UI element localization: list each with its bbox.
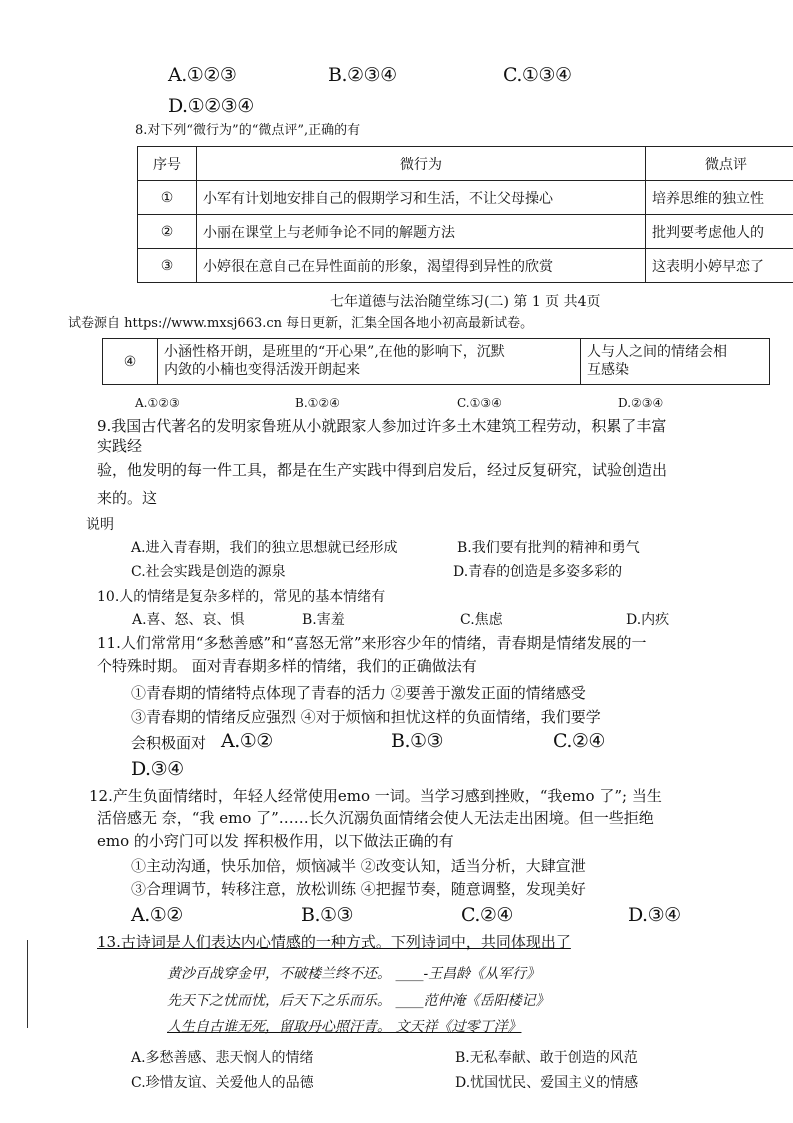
q11-statement2: ③青春期的情绪反应强烈 ④对于烦恼和担忧这样的负面情绪，我们要学 <box>131 708 601 726</box>
table-row <box>138 215 793 249</box>
q11-option-b: B.①③ <box>391 730 444 752</box>
source-line: 试卷源自 https://www.mxsj663.cn 每日更新，汇集全国各地小初高最新试卷。 <box>68 316 534 331</box>
row-act: 小军有计划地安排自己的假期学习和生活，不让父母操心 <box>197 181 646 215</box>
row-act-line2: 内敛的小楠也变得活泼开朗起来 <box>164 361 360 378</box>
q10-option-b: B.害羞 <box>302 612 345 628</box>
table-row <box>138 181 793 215</box>
q13-option-c: C.珍惜友谊、关爱他人的品德 <box>131 1075 314 1091</box>
q11-option-c: C.②④ <box>553 730 605 752</box>
header-act: 微行为 <box>197 147 646 181</box>
row-comment: 批判要考虑他人的 <box>646 215 793 249</box>
q13-poem1: 黄沙百战穿金甲，不破楼兰终不还。 ____-王昌龄《从军行》 <box>167 966 541 982</box>
q12-option-d: D.③④ <box>628 904 681 926</box>
q12-option-b: B.①③ <box>301 904 354 926</box>
q9-line3: 验，他发明的每一件工具，都是在生产实践中得到启发后，经过反复研究，试验创造出 <box>97 461 668 479</box>
q11-statement1: ①青春期的情绪特点体现了青春的活力 ②要善于激发正面的情绪感受 <box>131 684 586 702</box>
row-comment-line2: 互感染 <box>587 361 629 378</box>
q9-option-c: C.社会实践是创造的源泉 <box>131 564 286 580</box>
row-no: ③ <box>138 249 197 283</box>
q12-option-a: A.①② <box>131 904 183 926</box>
q12-line3: emo 的小窍门可以发 挥积极作用，以下做法正确的有 <box>97 832 454 850</box>
q12-option-c: C.②④ <box>461 904 513 926</box>
row-no: ④ <box>103 339 158 385</box>
row-act: 小婷很在意自己在异性面前的形象，渴望得到异性的欣赏 <box>197 249 646 283</box>
q11-statement3: 会积极面对 <box>131 734 207 752</box>
q10-option-c: C.焦虑 <box>460 612 503 628</box>
row-act-line1: 小涵性格开朗，是班里的“开心果”,在他的影响下，沉默 <box>164 344 505 360</box>
q7-option-d: D.①②③④ <box>168 95 254 117</box>
row-comment <box>581 339 770 385</box>
q11-option-d: D.③④ <box>131 758 184 780</box>
q9-line5: 说明 <box>86 517 114 533</box>
header-comment: 微点评 <box>646 147 793 181</box>
q9-line4: 来的。这 <box>97 489 158 507</box>
q11-option-a: A.①② <box>221 730 273 752</box>
row-no: ② <box>138 215 197 249</box>
q12-line1: 12.产生负面情绪时，年轻人经常使用emo 一词。当学习感到挫败，“我emo 了”; 当生 <box>89 787 662 805</box>
row-comment: 培养思维的独立性 <box>646 181 793 215</box>
row-no: ① <box>138 181 197 215</box>
q8-option-c: C.①③④ <box>457 396 502 410</box>
q13-option-a: A.多愁善感、悲天悯人的情绪 <box>131 1050 314 1066</box>
q10-option-a: A.喜、怒、哀、惧 <box>132 612 245 628</box>
q9-option-d: D.青春的创造是多姿多彩的 <box>453 564 623 580</box>
row-comment: 这表明小婷早恋了 <box>646 249 793 283</box>
q13-option-d: D.忧国忧民、爱国主义的情感 <box>455 1075 639 1091</box>
q7-option-c: C.①③④ <box>503 64 572 86</box>
q8-table <box>137 146 793 283</box>
q13-poem2: 先天下之忧而忧，后天下之乐而乐。 ____范仲淹《岳阳楼记》 <box>167 993 550 1009</box>
q8-option-d: D.②③④ <box>618 396 664 410</box>
header-no: 序号 <box>138 147 197 181</box>
q13-poem3: 人生自古谁无死，留取丹心照汗青。 文天祥《过零丁洋》 <box>167 1019 522 1035</box>
q8-table-continued <box>102 338 770 385</box>
table-row <box>103 339 770 385</box>
q10-stem: 10.人的情绪是复杂多样的，常见的基本情绪有 <box>97 589 386 605</box>
q7-option-b: B.②③④ <box>328 64 397 86</box>
q8-option-b: B.①②④ <box>295 396 340 410</box>
q11-line1: 11.人们常常用“多愁善感”和“喜怒无常”来形容少年的情绪，青春期是情绪发展的一 <box>97 634 647 652</box>
q11-line2: 个特殊时期。 面对青春期多样的情绪，我们的正确做法有 <box>97 657 477 675</box>
q13-option-b: B.无私奉献、敢于创造的风范 <box>455 1050 638 1066</box>
q8-option-a: A.①②③ <box>135 396 180 410</box>
q12-statement1: ①主动沟通，快乐加倍，烦恼减半 ②改变认知，适当分析，大肆宣泄 <box>131 857 586 875</box>
table-header-row <box>138 147 793 181</box>
q8-stem: 8.对下列“微行为”的“微点评”,正确的有 <box>135 123 361 138</box>
q9-option-a: A.进入青春期，我们的独立思想就已经形成 <box>131 540 398 556</box>
q9-line1: 9.我国古代著名的发明家鲁班从小就跟家人参加过许多土木建筑工程劳动，积累了丰富 <box>97 417 667 435</box>
margin-line <box>27 940 28 1028</box>
q12-line2: 活倍感无 奈，“我 emo 了”……长久沉溺负面情绪会使人无法走出困境。但一些拒绝 <box>97 809 654 827</box>
row-act <box>158 339 581 385</box>
table-row <box>138 249 793 283</box>
page-footer-title: 七年道德与法治随堂练习(二) 第 1 页 共4页 <box>330 294 601 310</box>
q9-line2: 实践经 <box>97 437 143 455</box>
q9-option-b: B.我们要有批判的精神和勇气 <box>457 540 640 556</box>
row-comment-line1: 人与人之间的情绪会相 <box>587 344 727 360</box>
q10-option-d: D.内疚 <box>626 612 670 628</box>
row-act: 小丽在课堂上与老师争论不同的解题方法 <box>197 215 646 249</box>
q13-stem: 13.古诗词是人们表达内心情感的一种方式。下列诗词中，共同体现出了 <box>97 933 571 951</box>
q12-statement2: ③合理调节，转移注意，放松训练 ④把握节奏，随意调整，发现美好 <box>131 880 586 898</box>
q7-option-a: A.①②③ <box>168 64 237 86</box>
